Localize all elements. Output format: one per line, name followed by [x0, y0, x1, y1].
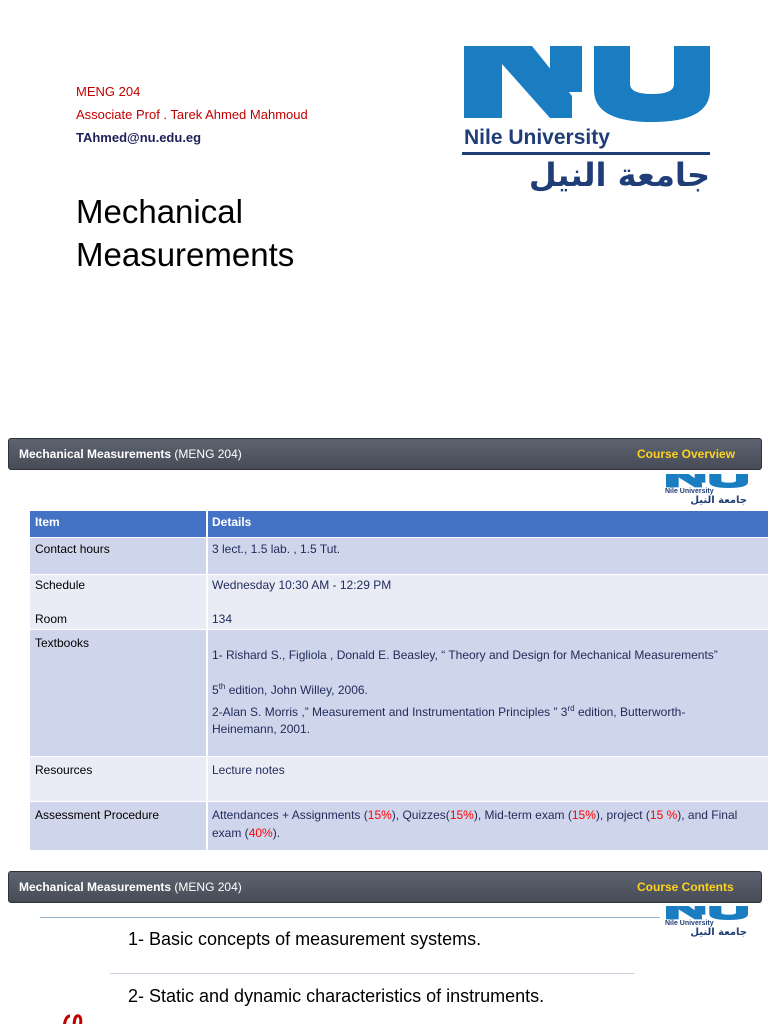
- table-row: [30, 575, 768, 629]
- row-item-schedule: Schedule: [35, 578, 86, 592]
- logo-small-2-name-en: Nile University: [665, 920, 714, 927]
- slide2-header: [8, 438, 762, 470]
- row-details-assessment-line1: Attendances + Assignments (15%), Quizzes(15%), Mid-term exam (15%), project (15 %), and Final: [212, 808, 738, 822]
- slide2-header-section: Course Overview: [637, 447, 736, 461]
- nile-university-logo-small: [665, 474, 749, 508]
- row-item-room: Room: [35, 612, 68, 626]
- row-details-assessment-line2: exam (40%).: [212, 826, 281, 840]
- nu-initials-icon-small: [665, 474, 749, 488]
- course-code: MENG 204: [76, 84, 141, 99]
- textbook-1: 1- Rishard S., Figliola , Donald E. Beasley, “ Theory and Design for Mechanical Measurements”: [212, 648, 718, 662]
- logo-divider: [462, 152, 710, 155]
- slide3-header: [8, 871, 762, 903]
- textbook-1-edition: 5th edition, John Willey, 2006.: [212, 682, 368, 697]
- table-row: [30, 757, 768, 801]
- nile-university-logo: [462, 44, 712, 202]
- row-details-contact-hours: 3 lect., 1.5 lab. , 1.5 Tut.: [212, 542, 341, 556]
- content-divider: [110, 973, 635, 974]
- row-details-resources: Lecture notes: [212, 763, 285, 777]
- table-row: [30, 630, 768, 756]
- col-header-details: Details: [212, 515, 252, 529]
- slide2-header-title: Mechanical Measurements (MENG 204): [19, 447, 242, 461]
- slide3-header-title: Mechanical Measurements (MENG 204): [19, 880, 242, 894]
- nu-initials-icon-small-2: [665, 906, 749, 920]
- slide-title-line1: Mechanical: [76, 193, 243, 230]
- row-item-assessment: Assessment Procedure: [35, 808, 160, 822]
- row-details-schedule: Wednesday 10:30 AM - 12:29 PM: [212, 578, 392, 592]
- table-row: [30, 802, 768, 850]
- logo-name-ar: جامعة النيل: [528, 156, 710, 194]
- nu-initials-icon: [462, 44, 712, 124]
- table-header-row: [30, 511, 768, 537]
- content-item-2: 2- Static and dynamic characteristics of instruments.: [128, 986, 545, 1006]
- logo-small-2-name-ar: جامعة النيل: [690, 927, 747, 938]
- content-item-1: 1- Basic concepts of measurement systems.: [128, 929, 482, 949]
- decorative-mark: [62, 1010, 84, 1024]
- textbook-2-publisher: Heinemann, 2001.: [212, 722, 311, 736]
- course-overview-table: [30, 511, 768, 850]
- content-divider-top: [40, 917, 660, 918]
- row-item-textbooks: Textbooks: [35, 636, 90, 650]
- row-item-contact-hours: Contact hours: [35, 542, 110, 556]
- col-header-item: Item: [35, 515, 60, 529]
- slide-title-line2: Measurements: [76, 236, 295, 273]
- instructor-email[interactable]: TAhmed@nu.edu.eg: [76, 130, 202, 145]
- logo-small-name-en: Nile University: [665, 488, 714, 495]
- table-row: [30, 538, 768, 574]
- decorative-swirl-icon: [62, 1010, 84, 1024]
- column-divider: [206, 511, 208, 850]
- logo-small-name-ar: جامعة النيل: [690, 495, 747, 506]
- slide3-header-section: Course Contents: [637, 880, 734, 894]
- row-details-room: 134: [212, 612, 233, 626]
- nile-university-logo-small-2: [665, 906, 749, 940]
- textbook-2: 2-Alan S. Morris ,” Measurement and Instrumentation Principles ” 3rd edition, Butterworth-: [212, 704, 686, 719]
- row-item-resources: Resources: [35, 763, 93, 777]
- instructor-name: Associate Prof . Tarek Ahmed Mahmoud: [76, 107, 308, 122]
- logo-name-en: Nile University: [464, 126, 610, 149]
